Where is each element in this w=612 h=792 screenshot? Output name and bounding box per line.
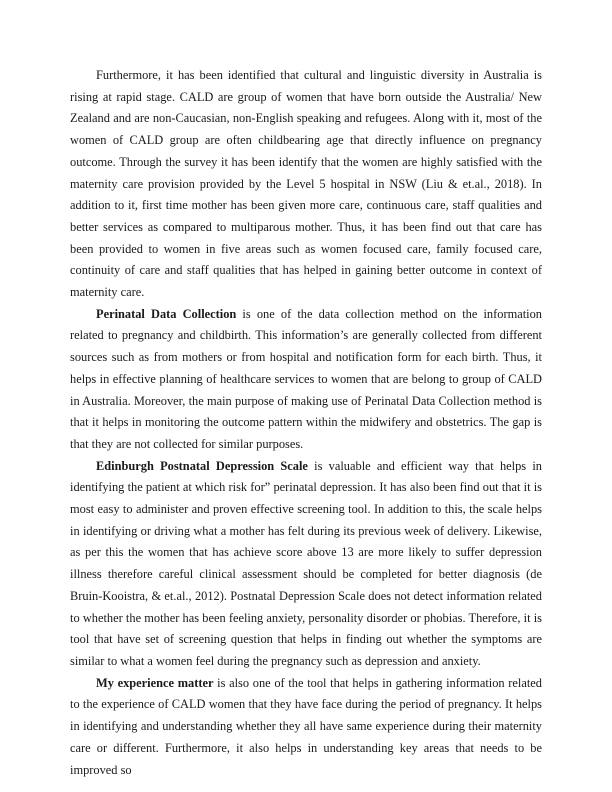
- paragraph-cald-diversity: [70, 65, 542, 304]
- paragraph-my-experience-matter: [70, 673, 542, 782]
- paragraph-edinburgh-scale: [70, 456, 542, 673]
- paragraph-my-experience-matter-text: is also one of the tool that helps in gathering information related to the experience of CALD women that they have face during the period of pregnancy. It helps in identifying and understanding whether they all have same experience during their maternity care or different. Furthermore, it also helps in understanding key areas that needs to be improved so: [70, 675, 542, 777]
- paragraph-edinburgh-scale-lead: Edinburgh Postnatal Depression Scale: [96, 458, 308, 473]
- paragraph-perinatal-data-collection: [70, 304, 542, 456]
- paragraph-cald-diversity-text: Furthermore, it has been identified that cultural and linguistic diversity in Australia is rising at rapid stage. CALD are group of women that have born outside the Australia/ New Zealand and are non-Caucasian, non-English speaking and refugees. Along with it, most of the women of CALD group are often childbearing age that directly influence on pregnancy outcome. Through the survey it has been identify that the women are highly satisfied with the maternity care provision provided by the Level 5 hospital in NSW (Liu & et.al., 2018). In addition to it, first time mother has been given more care, continuous care, staff qualities and better services as compared to multiparous mother. Thus, it has been find out that care has been provided to women in five areas such as women focused care, family focused care, continuity of care and staff qualities that has helped in gaining better outcome in context of maternity care.: [70, 68, 542, 300]
- document-text-body: [70, 65, 542, 781]
- paragraph-perinatal-data-collection-text: is one of the data collection method on the information related to pregnancy and childbirth. This information’s are generally collected from different sources such as from mothers or from hospital and notification form for each birth. Thus, it helps in effective planning of healthcare services to women that are belong to group of CALD in Australia. Moreover, the main purpose of making use of Perinatal Data Collection method is that it helps in monitoring the outcome pattern within the midwifery and obstetrics. The gap is that they are not collected for similar purposes.: [70, 306, 542, 451]
- paragraph-perinatal-data-collection-lead: Perinatal Data Collection: [96, 306, 237, 321]
- paragraph-edinburgh-scale-text: is valuable and efficient way that helps in identifying the patient at which risk for” perinatal depression. It has also been find out that it is most easy to administer and proven effective screening tool. In addition to this, the scale helps in identifying or driving what a mother has felt during its previous week of delivery. Likewise, as per this the women that has achieve score above 13 are more likely to suffer depression illness therefore careful clinical assessment should be completed for better diagnosis (de Bruin-Kooistra, & et.al., 2012). Postnatal Depression Scale does not detect information related to whether the mother has been feeling anxiety, personality disorder or phobias. Therefore, it is tool that have set of screening question that helps in finding out whether the symptoms are similar to what a women feel during the pregnancy such as depression and anxiety.: [70, 458, 542, 668]
- paragraph-my-experience-matter-lead: My experience matter: [96, 675, 214, 690]
